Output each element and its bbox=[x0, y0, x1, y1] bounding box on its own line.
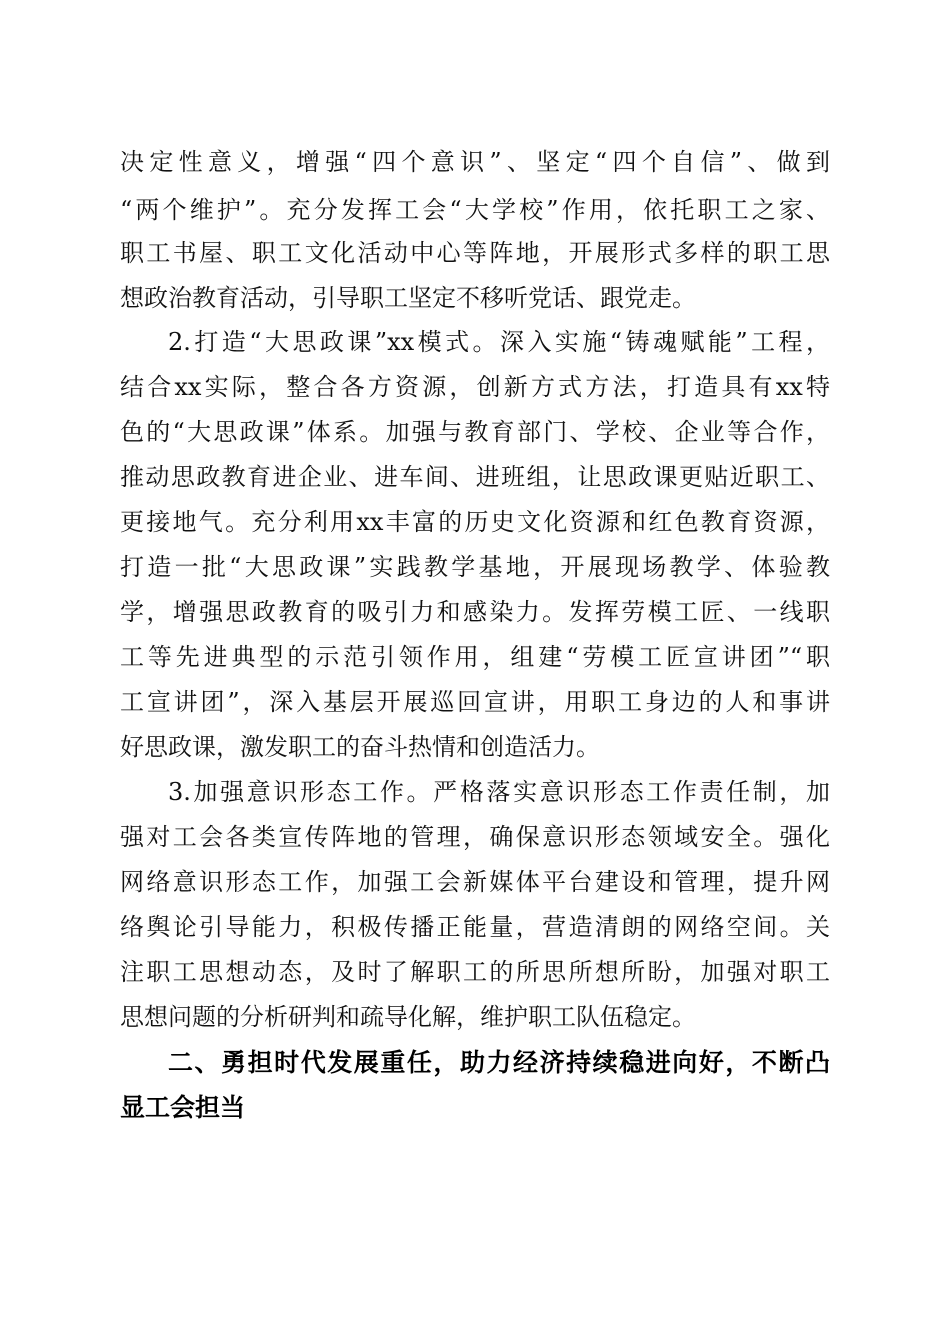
paragraph-3-line-1: 3.加强意识形态工作。严格落实意识形态工作责任制，加 bbox=[168, 778, 830, 806]
paragraph-2-line-10: 好思政课，激发职工的奋斗热情和创造活力。 bbox=[120, 733, 600, 761]
paragraph-3-line-4: 络舆论引导能力，积极传播正能量，营造清朗的网络空间。关 bbox=[120, 913, 830, 941]
paragraph-2-line-8: 工等先进典型的示范引领作用，组建“劳模工匠宣讲团”“职 bbox=[120, 643, 830, 671]
paragraph-2-line-7: 学，增强思政教育的吸引力和感染力。发挥劳模工匠、一线职 bbox=[120, 598, 830, 626]
paragraph-3-line-6: 思想问题的分析研判和疏导化解，维护职工队伍稳定。 bbox=[120, 1003, 696, 1031]
paragraph-1-line-1: 决定性意义，增强“四个意识”、坚定“四个自信”、做到 bbox=[120, 148, 830, 176]
paragraph-2-line-1: 2.打造“大思政课”xx模式。深入实施“铸魂赋能”工程， bbox=[168, 328, 830, 356]
paragraph-1-line-3: 职工书屋、职工文化活动中心等阵地，开展形式多样的职工思 bbox=[120, 239, 830, 267]
paragraph-1-line-2: “两个维护”。充分发挥工会“大学校”作用，依托职工之家、 bbox=[120, 196, 830, 224]
paragraph-2-line-3: 色的“大思政课”体系。加强与教育部门、学校、企业等合作， bbox=[120, 418, 830, 446]
section-heading-line-1: 二、勇担时代发展重任，助力经济持续稳进向好，不断凸 bbox=[168, 1048, 830, 1077]
paragraph-2-line-6: 打造一批“大思政课”实践教学基地，开展现场教学、体验教 bbox=[120, 553, 830, 581]
paragraph-1-line-4: 想政治教育活动，引导职工坚定不移听党话、跟党走。 bbox=[120, 284, 696, 312]
paragraph-2-line-4: 推动思政教育进企业、进车间、进班组，让思政课更贴近职工、 bbox=[120, 463, 830, 491]
section-heading-line-2: 显工会担当 bbox=[120, 1093, 246, 1122]
paragraph-2-line-9: 工宣讲团”，深入基层开展巡回宣讲，用职工身边的人和事讲 bbox=[120, 688, 830, 716]
paragraph-3-line-3: 网络意识形态工作，加强工会新媒体平台建设和管理，提升网 bbox=[120, 868, 830, 896]
paragraph-2-line-5: 更接地气。充分利用xx丰富的历史文化资源和红色教育资源， bbox=[120, 508, 830, 536]
paragraph-3-line-2: 强对工会各类宣传阵地的管理，确保意识形态领域安全。强化 bbox=[120, 823, 830, 851]
paragraph-2-line-2: 结合xx实际，整合各方资源，创新方式方法，打造具有xx特 bbox=[120, 373, 830, 401]
paragraph-3-line-5: 注职工思想动态，及时了解职工的所思所想所盼，加强对职工 bbox=[120, 958, 830, 986]
